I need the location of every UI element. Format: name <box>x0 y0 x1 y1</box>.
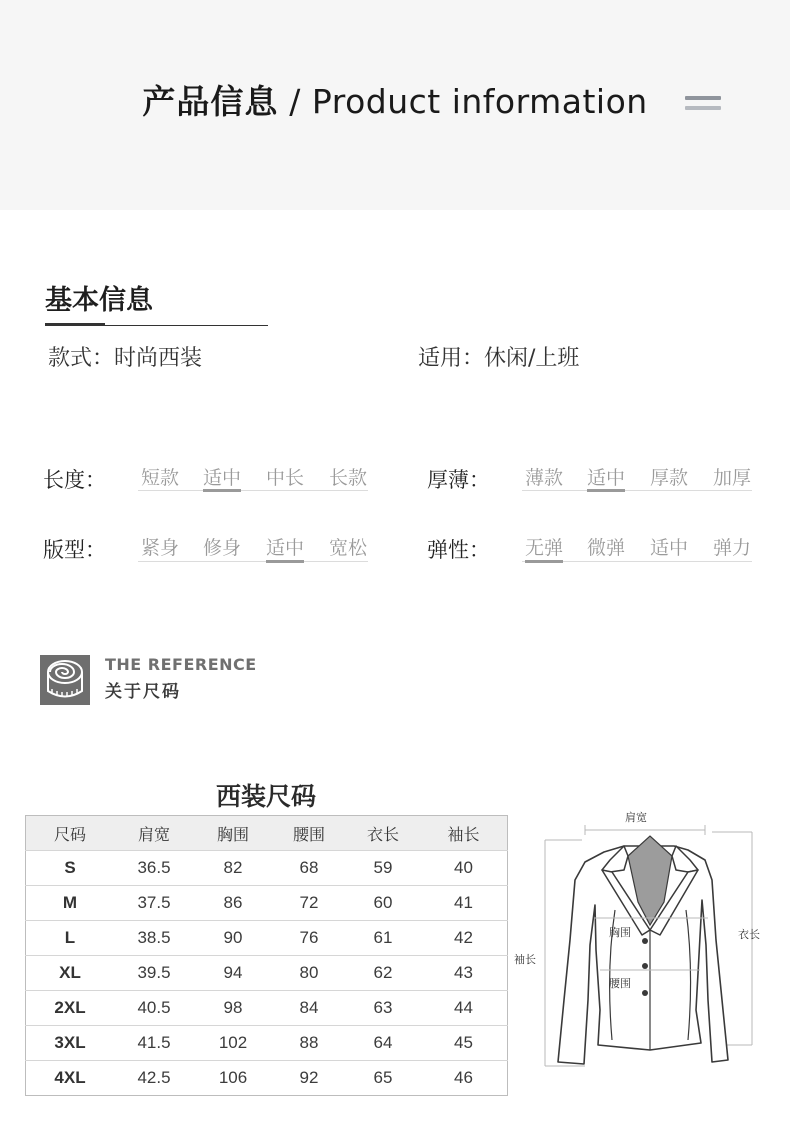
basic-info-underline-accent <box>45 323 105 326</box>
thickness-option-thin: 薄款 <box>524 467 563 489</box>
cell-chest: 86 <box>194 886 272 921</box>
reference-title-en: THE REFERENCE <box>105 655 257 674</box>
cell-size: 2XL <box>26 991 115 1026</box>
length-scale-track <box>138 490 368 491</box>
cell-size: XL <box>26 956 115 991</box>
cell-sleeve: 44 <box>420 991 508 1026</box>
elasticity-option-slight: 微弹 <box>586 537 625 559</box>
table-row <box>26 921 508 956</box>
length-option-long: 长款 <box>328 467 367 489</box>
diagram-label-waist: 腰围 <box>609 977 631 990</box>
size-table-title: 西装尺码 <box>215 782 316 811</box>
cell-waist: 92 <box>299 1068 319 1087</box>
table-row <box>26 886 508 921</box>
use-value: 休闲/上班 <box>484 346 580 371</box>
cell-length: 64 <box>346 1026 420 1061</box>
length-label: 长度： <box>43 468 106 492</box>
cell-waist: 68 <box>272 851 346 886</box>
cell-chest: 82 <box>194 851 272 886</box>
elasticity-option-stretch: 弹力 <box>712 537 751 559</box>
cell-sleeve: 45 <box>420 1026 508 1061</box>
table-row <box>26 1026 508 1061</box>
cell-shoulder: 39.5 <box>114 956 194 991</box>
style-info <box>48 341 202 372</box>
header-length: 衣长 <box>346 816 420 851</box>
page-title-en: Product information <box>311 82 648 121</box>
diagram-label-shoulder: 肩宽 <box>625 811 647 824</box>
cell-shoulder: 37.5 <box>114 886 194 921</box>
fit-selected-marker <box>266 560 304 563</box>
cell-sleeve: 40 <box>420 851 508 886</box>
thickness-selected-marker <box>587 489 625 492</box>
cell-length: 60 <box>346 886 420 921</box>
elasticity-option-medium: 适中 <box>649 537 688 559</box>
thickness-option-extra-thick: 加厚 <box>712 467 751 489</box>
cell-sleeve: 43 <box>420 956 508 991</box>
cell-size: M <box>26 886 115 921</box>
table-row <box>26 1061 508 1096</box>
cell-shoulder: 41.5 <box>114 1026 194 1061</box>
cell-waist: 72 <box>272 886 346 921</box>
cell-chest: 94 <box>194 956 272 991</box>
length-option-medium: 适中 <box>202 467 241 489</box>
header-shoulder: 肩宽 <box>114 816 194 851</box>
length-option-midlong: 中长 <box>265 467 304 489</box>
cell-chest: 98 <box>194 991 272 1026</box>
thickness-option-medium: 适中 <box>586 467 625 489</box>
fit-option-slim: 修身 <box>202 537 241 559</box>
header-size: 尺码 <box>26 816 115 851</box>
diagram-label-length: 衣长 <box>738 928 760 941</box>
diagram-label-sleeve: 袖长 <box>514 953 536 966</box>
fit-option-loose: 宽松 <box>328 537 367 559</box>
thickness-scale-track <box>522 490 752 491</box>
page-title-cn: 产品信息 <box>142 82 279 121</box>
reference-title-cn: 关于尺码 <box>105 682 181 702</box>
cell-size: 4XL <box>54 1068 86 1087</box>
use-info <box>418 341 579 372</box>
table-row <box>26 991 508 1026</box>
page-title <box>0 76 790 123</box>
length-option-short: 短款 <box>140 467 179 489</box>
cell-chest: 106 <box>218 1068 248 1087</box>
cell-sleeve: 41 <box>420 886 508 921</box>
elasticity-selected-marker <box>525 560 563 563</box>
cell-size: 3XL <box>26 1026 115 1061</box>
thickness-option-thick: 厚款 <box>649 467 688 489</box>
cell-chest: 102 <box>194 1026 272 1061</box>
style-label: 款式： <box>48 346 115 371</box>
style-value: 时尚西装 <box>114 346 203 371</box>
use-label: 适用： <box>418 346 485 371</box>
basic-info-title: 基本信息 <box>45 285 153 316</box>
fit-option-tight: 紧身 <box>140 537 179 559</box>
cell-shoulder: 38.5 <box>114 921 194 956</box>
cell-waist: 76 <box>272 921 346 956</box>
title-decor-bar-top <box>685 96 721 100</box>
cell-shoulder: 36.5 <box>114 851 194 886</box>
cell-sleeve: 46 <box>454 1068 473 1087</box>
cell-chest: 90 <box>194 921 272 956</box>
measuring-tape-icon <box>40 655 90 705</box>
fit-option-regular: 适中 <box>265 537 304 559</box>
length-selected-marker <box>203 489 241 492</box>
header-chest: 胸围 <box>194 816 272 851</box>
cell-length: 63 <box>346 991 420 1026</box>
size-table-header-row <box>26 816 508 851</box>
size-table <box>25 815 508 1096</box>
diagram-label-chest: 胸围 <box>609 926 631 939</box>
page-title-separator: / <box>278 82 312 121</box>
fit-scale-track <box>138 561 368 562</box>
title-decor-bar-bottom <box>685 106 721 110</box>
cell-waist: 84 <box>272 991 346 1026</box>
cell-shoulder: 40.5 <box>114 991 194 1026</box>
header-sleeve: 袖长 <box>420 816 508 851</box>
cell-size: L <box>26 921 115 956</box>
fit-label: 版型： <box>43 538 106 562</box>
cell-size: S <box>26 851 115 886</box>
cell-length: 59 <box>346 851 420 886</box>
table-row <box>26 851 508 886</box>
elasticity-label: 弹性： <box>427 538 490 562</box>
cell-waist: 88 <box>272 1026 346 1061</box>
header-waist: 腰围 <box>272 816 346 851</box>
thickness-label: 厚薄： <box>427 468 490 492</box>
cell-shoulder: 42.5 <box>137 1068 171 1087</box>
cell-waist: 80 <box>272 956 346 991</box>
cell-length: 61 <box>346 921 420 956</box>
table-row <box>26 956 508 991</box>
cell-length: 62 <box>346 956 420 991</box>
cell-length: 65 <box>373 1068 393 1087</box>
cell-sleeve: 42 <box>420 921 508 956</box>
elasticity-option-none: 无弹 <box>524 537 563 559</box>
